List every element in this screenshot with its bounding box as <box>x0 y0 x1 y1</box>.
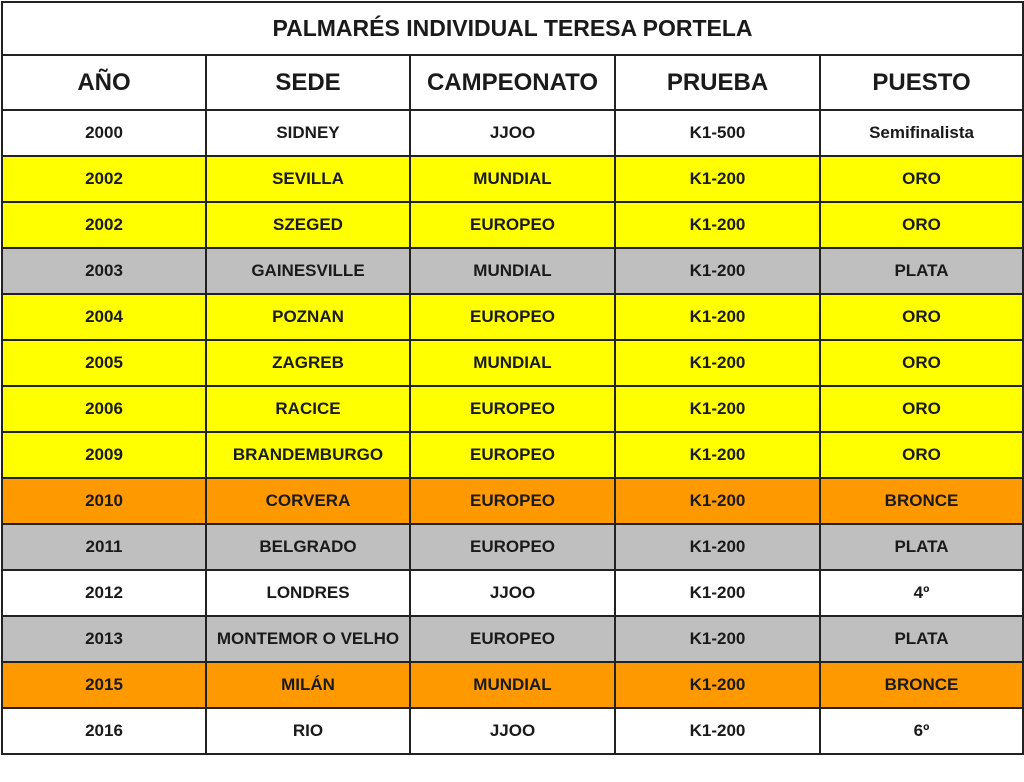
table-row <box>2 478 1023 524</box>
table-row <box>2 662 1023 708</box>
cell-year: 2002 <box>2 156 206 202</box>
cell-event: K1-200 <box>615 570 820 616</box>
cell-year: 2012 <box>2 570 206 616</box>
cell-championship: EUROPEO <box>410 386 615 432</box>
cell-place: 4º <box>820 570 1023 616</box>
cell-place: PLATA <box>820 616 1023 662</box>
cell-year: 2003 <box>2 248 206 294</box>
cell-championship: MUNDIAL <box>410 340 615 386</box>
cell-year: 2015 <box>2 662 206 708</box>
cell-event: K1-200 <box>615 616 820 662</box>
cell-event: K1-200 <box>615 202 820 248</box>
table-row <box>2 340 1023 386</box>
cell-venue: LONDRES <box>206 570 410 616</box>
table-row <box>2 386 1023 432</box>
cell-venue: SEVILLA <box>206 156 410 202</box>
cell-year: 2002 <box>2 202 206 248</box>
title-row <box>2 2 1023 55</box>
cell-place: ORO <box>820 294 1023 340</box>
cell-venue: POZNAN <box>206 294 410 340</box>
palmares-table <box>1 1 1024 755</box>
cell-venue: SIDNEY <box>206 110 410 156</box>
table-row <box>2 202 1023 248</box>
cell-event: K1-200 <box>615 248 820 294</box>
table-row <box>2 294 1023 340</box>
cell-year: 2013 <box>2 616 206 662</box>
cell-venue: GAINESVILLE <box>206 248 410 294</box>
table-row <box>2 110 1023 156</box>
cell-championship: EUROPEO <box>410 616 615 662</box>
cell-place: ORO <box>820 156 1023 202</box>
header-row <box>2 55 1023 110</box>
table-row <box>2 432 1023 478</box>
cell-year: 2016 <box>2 708 206 754</box>
header-place: PUESTO <box>820 55 1023 110</box>
table-row <box>2 708 1023 754</box>
cell-championship: MUNDIAL <box>410 662 615 708</box>
cell-year: 2004 <box>2 294 206 340</box>
cell-event: K1-200 <box>615 524 820 570</box>
cell-year: 2011 <box>2 524 206 570</box>
cell-event: K1-200 <box>615 340 820 386</box>
cell-year: 2000 <box>2 110 206 156</box>
cell-place: ORO <box>820 432 1023 478</box>
cell-year: 2005 <box>2 340 206 386</box>
cell-event: K1-200 <box>615 294 820 340</box>
cell-championship: MUNDIAL <box>410 248 615 294</box>
header-event: PRUEBA <box>615 55 820 110</box>
cell-championship: EUROPEO <box>410 432 615 478</box>
cell-place: ORO <box>820 386 1023 432</box>
cell-event: K1-200 <box>615 432 820 478</box>
cell-year: 2006 <box>2 386 206 432</box>
table-row <box>2 570 1023 616</box>
cell-venue: SZEGED <box>206 202 410 248</box>
cell-place: ORO <box>820 202 1023 248</box>
cell-venue: RACICE <box>206 386 410 432</box>
cell-place: 6º <box>820 708 1023 754</box>
cell-place: PLATA <box>820 524 1023 570</box>
table-row <box>2 248 1023 294</box>
cell-year: 2010 <box>2 478 206 524</box>
cell-venue: ZAGREB <box>206 340 410 386</box>
cell-venue: BELGRADO <box>206 524 410 570</box>
cell-event: K1-200 <box>615 478 820 524</box>
cell-championship: JJOO <box>410 110 615 156</box>
cell-championship: EUROPEO <box>410 524 615 570</box>
cell-event: K1-200 <box>615 662 820 708</box>
cell-event: K1-200 <box>615 156 820 202</box>
cell-venue: RIO <box>206 708 410 754</box>
cell-event: K1-200 <box>615 708 820 754</box>
cell-event: K1-500 <box>615 110 820 156</box>
cell-place: BRONCE <box>820 478 1023 524</box>
table-row <box>2 524 1023 570</box>
cell-event: K1-200 <box>615 386 820 432</box>
cell-venue: MONTEMOR O VELHO <box>206 616 410 662</box>
cell-place: PLATA <box>820 248 1023 294</box>
header-venue: SEDE <box>206 55 410 110</box>
cell-place: BRONCE <box>820 662 1023 708</box>
table-row <box>2 156 1023 202</box>
cell-championship: EUROPEO <box>410 478 615 524</box>
header-year: AÑO <box>2 55 206 110</box>
cell-venue: BRANDEMBURGO <box>206 432 410 478</box>
cell-championship: MUNDIAL <box>410 156 615 202</box>
cell-place: Semifinalista <box>820 110 1023 156</box>
cell-championship: EUROPEO <box>410 202 615 248</box>
cell-venue: MILÁN <box>206 662 410 708</box>
cell-venue: CORVERA <box>206 478 410 524</box>
table-title: PALMARÉS INDIVIDUAL TERESA PORTELA <box>2 2 1023 55</box>
header-championship: CAMPEONATO <box>410 55 615 110</box>
cell-championship: EUROPEO <box>410 294 615 340</box>
table-row <box>2 616 1023 662</box>
cell-championship: JJOO <box>410 708 615 754</box>
cell-championship: JJOO <box>410 570 615 616</box>
cell-place: ORO <box>820 340 1023 386</box>
cell-year: 2009 <box>2 432 206 478</box>
